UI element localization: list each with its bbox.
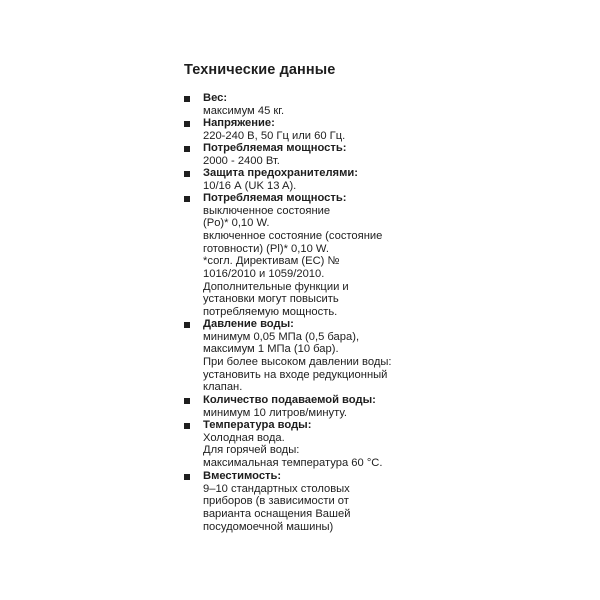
spec-value-line: 1016/2010 и 1059/2010. (203, 267, 325, 280)
spec-value-line: варианта оснащения Вашей (203, 507, 351, 520)
bullet-icon (184, 146, 190, 152)
spec-label: Вместимость: (203, 470, 282, 482)
bullet-icon (184, 398, 190, 404)
spec-value-line: клапан. (203, 381, 243, 394)
bullet-icon (184, 196, 190, 202)
spec-value-line: Холодная вода. (203, 431, 285, 444)
spec-value-line: включенное состояние (состояние (203, 229, 383, 242)
bullet-icon (184, 121, 190, 127)
spec-value-line: 9–10 стандартных столовых (203, 482, 350, 495)
spec-label: Давление воды: (203, 318, 294, 330)
spec-label: Температура воды: (203, 419, 312, 431)
spec-label: Количество подаваемой воды: (203, 394, 376, 406)
bullet-icon (184, 322, 190, 328)
spec-value-line: максимум 1 МПа (10 бар). (203, 343, 339, 356)
bullet-icon (184, 474, 190, 480)
bullet-icon (184, 423, 190, 429)
spec-value-line: Дополнительные функции и (203, 280, 349, 293)
spec-value-line: 2000 - 2400 Вт. (203, 154, 280, 167)
spec-value-line: *согл. Директивам (EC) № (203, 255, 340, 268)
spec-label: Напряжение: (203, 117, 275, 129)
spec-value-line: При более высоком давлении воды: (203, 355, 392, 368)
bullet-icon (184, 96, 190, 102)
spec-value-line: готовности) (Pl)* 0,10 W. (203, 242, 329, 255)
spec-value-line: максимальная температура 60 °C. (203, 456, 383, 469)
spec-value-line: приборов (в зависимости от (203, 495, 349, 508)
spec-value-line: минимум 10 литров/минуту. (203, 406, 347, 419)
spec-value-line: установить на входе редукционный (203, 368, 388, 381)
spec-label: Вес: (203, 92, 228, 104)
spec-label: Защита предохранителями: (203, 167, 358, 179)
spec-value-line: 10/16 А (UK 13 A). (203, 179, 297, 192)
spec-value-line: максимум 45 кг. (203, 104, 285, 117)
spec-label: Потребляемая мощность: (203, 142, 347, 154)
spec-value-line: (Po)* 0,10 W. (203, 217, 270, 230)
spec-value-line: установки могут повысить (203, 293, 339, 306)
spec-value-line: выключенное состояние (203, 204, 331, 217)
spec-label: Потребляемая мощность: (203, 192, 347, 204)
spec-value-line: посудомоечной машины) (203, 520, 334, 533)
spec-value-line: потребляемую мощность. (203, 305, 338, 318)
page-title: Технические данные (184, 62, 336, 78)
spec-value-line: 220-240 В, 50 Гц или 60 Гц. (203, 129, 346, 142)
bullet-icon (184, 171, 190, 177)
spec-value-line: Для горячей воды: (203, 444, 300, 457)
spec-value-line: минимум 0,05 МПа (0,5 бара), (203, 330, 360, 343)
